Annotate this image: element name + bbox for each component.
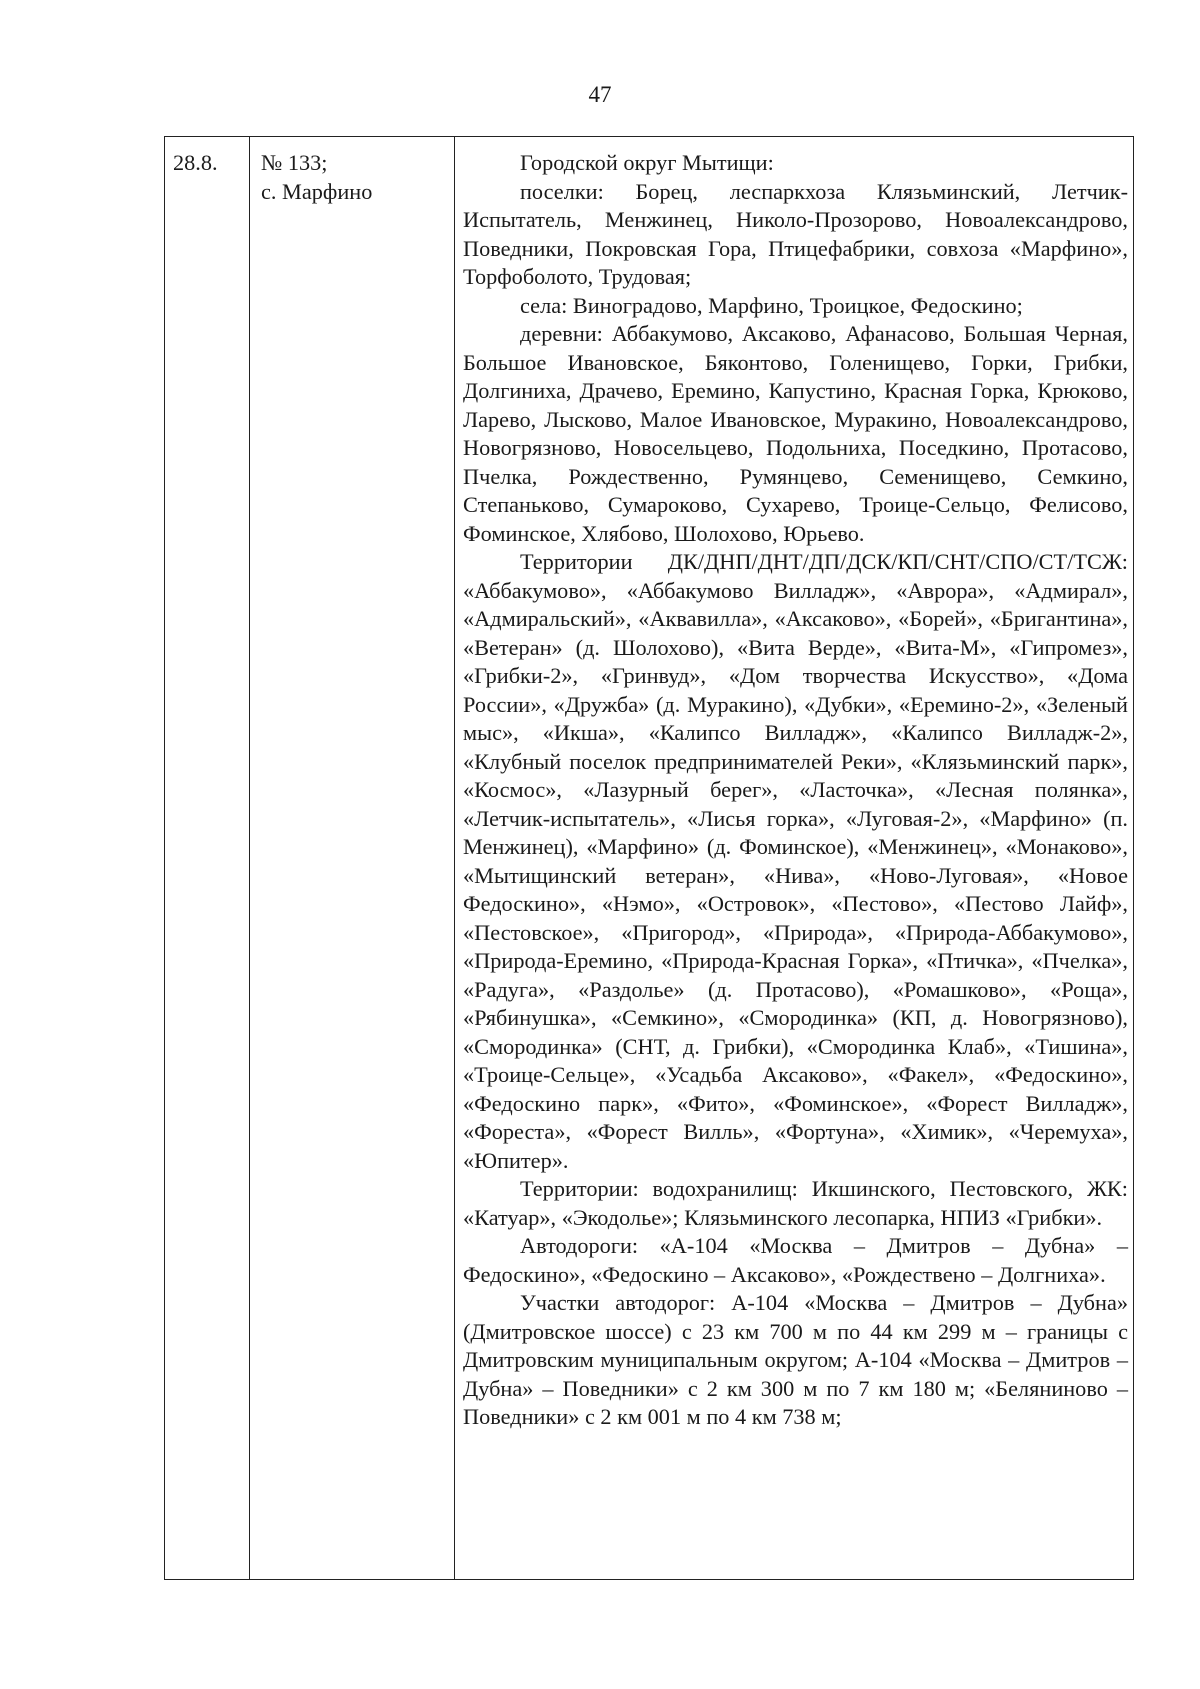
paragraph-settlements: поселки: Борец, леспаркхоза Клязьминский, Летчик-Испытатель, Менжинец, Николо-Прозорово, Новоалександрово, Поведники, Покровская Гора, Птицефабрики, совхоза «Марфино», Торфоболото, Трудовая; [463, 178, 1128, 289]
district-number: № 133; [261, 150, 328, 175]
paragraph-villages: села: Виноградово, Марфино, Троицкое, Федоскино; [520, 292, 1023, 318]
column-divider-1 [249, 137, 250, 1579]
paragraph-territories: Территории ДК/ДНП/ДНТ/ДП/ДСК/КП/СНТ/СПО/СТ/ТСЖ: «Аббакумово», «Аббакумово Вилладж», «Аврора», «Адмирал», «Адмиральский», «Аквавилла», «Аксаково», «Борей», «Бригантина», «Ветеран» (д. Шолохово), «Вита Верде», «Вита-М», «Гипромез», «Грибки-2», «Гринвуд», «Дом творчества Искусство», «Дома России», «Дружба» (д. Муракино), «Дубки», «Еремино-2», «Зеленый мыс», «Икша», «Калипсо Вилладж», «Калипсо Вилладж-2», «Клубный поселок предпринимателей Реки», «Клязьминский парк», «Космос», «Лазурный берег», «Ласточка», «Лесная полянка», «Летчик-испытатель», «Лисья горка», «Луговая-2», «Марфино» (п. Менжинец), «Марфино» (д. Фоминское), «Менжинец», «Монаково», «Мытищинский ветеран», «Нива», «Ново-Луговая», «Новое Федоскино», «Нэмо», «Островок», «Пестово», «Пестово Лайф», «Пестовское», «Пригород», «Природа», «Природа-Аббакумово», «Природа-Еремино, «Природа-Красная Горка», «Птичка», «Пчелка», «Радуга», «Раздолье» (д. Протасово), «Ромашково», «Роща», «Рябинушка», «Семкино», «Смородинка» (КП, д. Новогрязново), «Смородинка» (СНТ, д. Грибки), «Смородинка Клаб», «Тишина», «Троице-Сельце», «Усадьба Аксаково», «Факел», «Федоскино», «Федоскино парк», «Фито», «Фоминское», «Форест Вилладж», «Фореста», «Форест Вилль», «Фортуна», «Химик», «Черемуха», «Юпитер». [463, 549, 1128, 1173]
paragraph-roads: Автодороги: «А-104 «Москва – Дмитров – Дубна» – Федоскино», «Федоскино – Аксаково», «Рождествено – Долгниха». [463, 1233, 1128, 1287]
district-name: с. Марфино [261, 178, 373, 204]
column-divider-2 [454, 137, 455, 1579]
paragraph-municipality: Городской округ Мытищи: [520, 150, 774, 175]
paragraph-reservoirs: Территории: водохранилищ: Икшинского, Пестовского, ЖК: «Катуар», «Экодолье»; Клязьминского лесопарка, НПИЗ «Грибки». [463, 1176, 1128, 1230]
paragraph-hamlets: деревни: Аббакумово, Аксаково, Афанасово, Большая Черная, Большое Ивановское, Бяконтово, Голенищево, Горки, Грибки, Долгиниха, Драчево, Еремино, Капустино, Красная Горка, Крюково, Ларево, Лысково, Малое Ивановское, Муракино, Новоалександрово, Новогрязново, Новосельцево, Подольниха, Поседкино, Протасово, Пчелка, Рождественно, Румянцево, Семенищево, Семкино, Степаньково, Сумароково, Сухарево, Троице-Сельцо, Фелисово, Фоминское, Хлябово, Шолохово, Юрьево. [463, 321, 1128, 546]
paragraph-road-sections: Участки автодорог: А-104 «Москва – Дмитров – Дубна» (Дмитровское шоссе) с 23 км 700 м по 44 км 299 м – границы с Дмитровским муниципальным округом; А-104 «Москва – Дмитров – Дубна» – Поведники» с 2 км 300 м по 7 км 180 м; «Беляниново – Поведники» с 2 км 001 м по 4 км 738 м; [463, 1290, 1128, 1429]
page-number: 47 [588, 82, 612, 107]
territory-description-cell [463, 149, 1128, 1432]
district-table [164, 136, 1134, 1580]
row-number: 28.8. [173, 150, 218, 175]
row-number-cell [173, 149, 245, 178]
district-cell [261, 149, 449, 206]
